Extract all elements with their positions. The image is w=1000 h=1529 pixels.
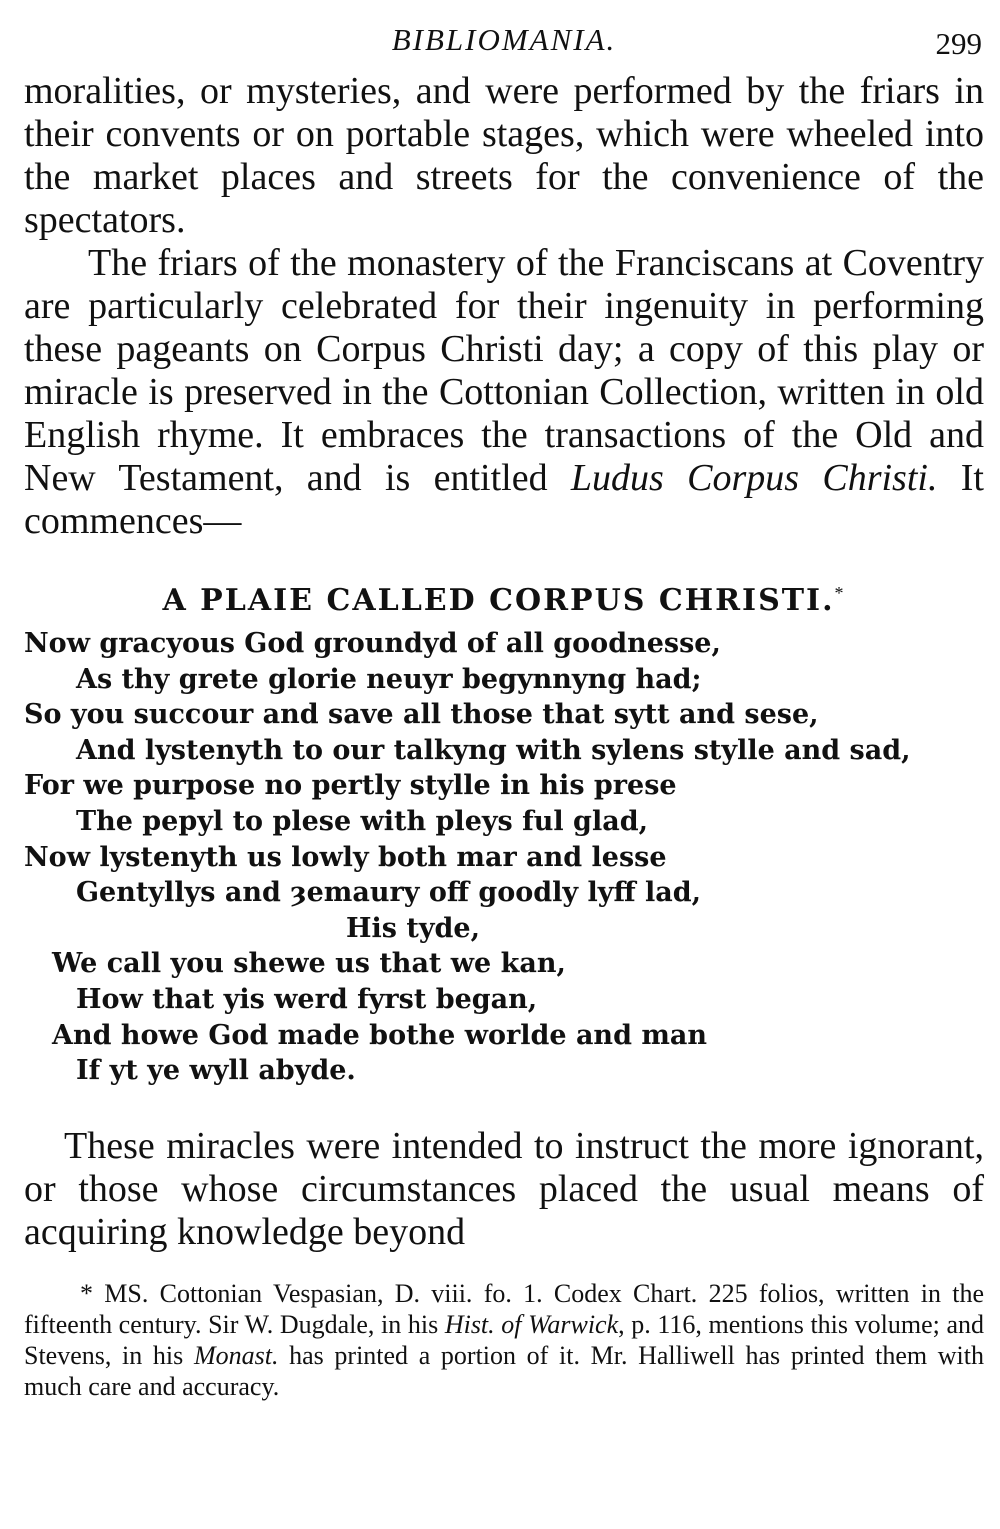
body-text xyxy=(24,70,984,543)
footnote-part-1: * MS. Cottonian Vespasian, D. viii. fo. 1. Codex Chart. 225 folios, written in the fifteenth century. Sir W. Dugdale, in his xyxy=(24,1278,984,1339)
paragraph-2-text: The friars of the monastery of the Franciscans at Coventry are particularly celebrated for their ingenuity in performing these pageants on Corpus Christi day; a copy of this play or miracle is preserved in the Cottonian Collection, written in old English rhyme. It embraces the transactions of the Old and New Testament, and is entitled xyxy=(24,242,984,499)
verse-line: And lystenyth to our talkyng with sylens stylle and sad, xyxy=(76,734,911,766)
footnote-part-2: , p. 116, mentions this volume; and Stevens, in his xyxy=(24,1309,984,1370)
footnote-text xyxy=(24,1278,984,1402)
footnote-mark: * xyxy=(834,583,846,603)
page xyxy=(24,18,984,1402)
verse-line: And howe God made bothe worlde and man xyxy=(52,1019,708,1051)
play-title-text: A PLAIE CALLED CORPUS CHRISTI. xyxy=(162,583,835,618)
footnote xyxy=(24,1278,984,1402)
play-title xyxy=(24,583,984,618)
verse-line: Now gracyous God groundyd of all goodnesse, xyxy=(24,628,721,659)
paragraph-1: moralities, or mysteries, and were performed by the friars in their convents or on portable stages, which were wheeled into the market places and streets for the convenience of the spectators. xyxy=(24,70,984,241)
page-number: 299 xyxy=(935,26,982,61)
paragraph-2 xyxy=(24,242,984,543)
footnote-italic-1: Hist. of Warwick xyxy=(444,1309,619,1339)
verse-line: How that yis werd fyrst began, xyxy=(76,983,538,1015)
running-head xyxy=(24,18,984,70)
footnote-part-3: has printed a portion of it. Mr. Halliwell has printed them with much care and accuracy. xyxy=(24,1340,984,1401)
running-title: BIBLIOMANIA. xyxy=(391,22,617,57)
verse-line: If yt ye wyll abyde. xyxy=(76,1055,356,1087)
verse-line: So you succour and save all those that sytt and sese, xyxy=(24,699,819,731)
verse xyxy=(24,626,984,1089)
verse-line: Now lystenyth us lowly both mar and lesse xyxy=(24,841,667,873)
verse-line: His tyde, xyxy=(346,912,480,944)
verse-line: As thy grete glorie neuyr begynnyng had; xyxy=(76,663,702,695)
paragraph-2-tail: It commences— xyxy=(24,457,984,542)
paragraph-2-title: Ludus Corpus Christi. xyxy=(570,457,938,499)
body-text-continued xyxy=(24,1125,984,1254)
verse-line: For we purpose no pertly stylle in his prese xyxy=(24,770,677,802)
verse-line: The pepyl to plese with pleys ful glad, xyxy=(76,805,648,837)
footnote-italic-2: Monast. xyxy=(193,1340,279,1370)
verse-line: Gentyllys and ȝemaury off goodly lyff lad, xyxy=(76,877,702,909)
verse-line: We call you shewe us that we kan, xyxy=(52,948,566,980)
paragraph-3: These miracles were intended to instruct the more ignorant, or those whose circumstances placed the usual means of acquiring knowledge beyond xyxy=(24,1124,984,1253)
